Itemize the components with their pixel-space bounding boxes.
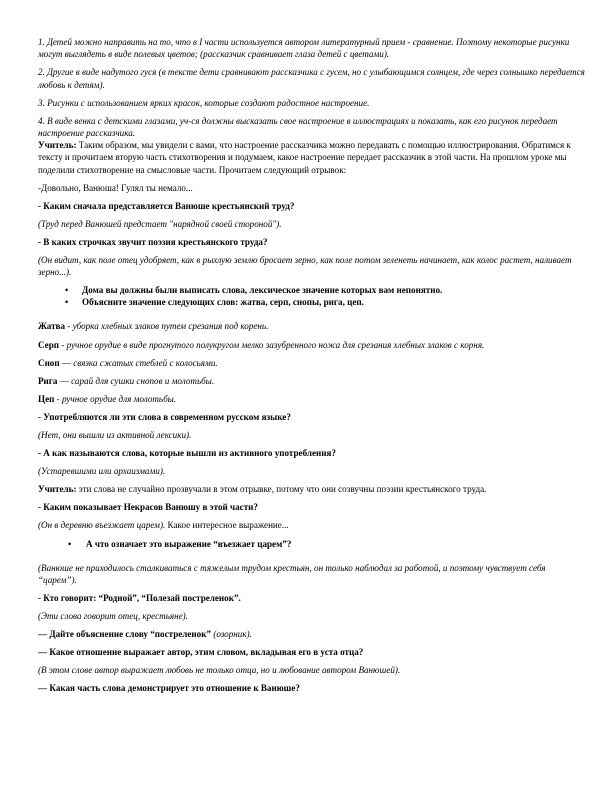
glossary-term: Серп bbox=[38, 339, 60, 350]
glossary-separator: — bbox=[59, 357, 74, 368]
intro-paragraph-1: 1. Детей можно направить на то, что в I части используется автором литературный прием - сравнение. Поэтому некоторые рисунки могут выглядеть в виде полевых цветов; (рассказчик сравнивает глаза детей с цветами). bbox=[38, 37, 570, 60]
glossary-definition: уборка хлебных злаков путем срезания под корень. bbox=[72, 321, 269, 332]
glossary-term: Сноп bbox=[38, 357, 60, 368]
glossary-definition: сарай для сушки снопов и молотьбы. bbox=[71, 375, 215, 386]
question-item: • А что означает это выражение “въезжает царем”? bbox=[38, 538, 586, 550]
question-10: — Какая часть слова демонстрирует это отношение к Ванюше? bbox=[38, 683, 300, 694]
answer-2: (Он видит, как поле отец удобряет, как в рыхлую землю бросает зерно, как поле потом зеленеть начинает, как колос растет, наливает зерно...). bbox=[38, 254, 572, 278]
answer-5 bbox=[38, 519, 586, 531]
answer-7: (Эти слова говорит отец, крестьяне). bbox=[38, 610, 188, 621]
teacher-remark-text: Таким образом, мы увидели с вами, что настроение рассказчика можно передавать с помощью иллюстрирования. Обратимся к тексту и прочитаем вторую часть стихотворения и подумаем, какое настроение передает рассказчик в этой части. На прошлом уроке мы поделили стихотворение на смысловые части. Прочитаем следующий отрывок: bbox=[38, 140, 571, 175]
glossary-definition: ручное орудие для молотьбы. bbox=[61, 393, 177, 404]
glossary-entry-2 bbox=[38, 339, 586, 351]
answer-3: (Нет, они вышли из активной лексики). bbox=[38, 430, 192, 441]
task-item: • Объясните значение следующих слов: жатва, серп, снопы, рига, цеп. bbox=[38, 296, 586, 308]
speaker-label: Учитель: bbox=[38, 484, 77, 495]
question-9: — Какое отношение выражает автор, этим словом, вкладывая его в уста отца? bbox=[38, 647, 364, 658]
teacher-remark-1 bbox=[38, 139, 586, 176]
glossary-separator: - bbox=[54, 393, 62, 404]
task-item: • Дома вы должны были выписать слова, лексическое значение которых вам непонятно. bbox=[38, 284, 586, 296]
glossary-entry-3 bbox=[38, 357, 586, 369]
glossary-definition: связка сжатых стеблей с колосьями. bbox=[73, 357, 218, 368]
question-8 bbox=[38, 628, 586, 640]
answer-1: (Труд перед Ванюшей предстает "нарядной своей стороной"). bbox=[38, 218, 282, 229]
glossary-term: Жатва bbox=[38, 321, 66, 332]
glossary-term: Рига bbox=[38, 375, 58, 386]
glossary-separator: - bbox=[65, 321, 73, 332]
glossary-separator: — bbox=[57, 375, 72, 386]
poem-quote: -Довольно, Ванюша! Гулял ты немало... bbox=[38, 182, 193, 193]
question-1: - Каким сначала представляется Ванюше крестьянский труд? bbox=[38, 200, 295, 211]
glossary-entry-5 bbox=[38, 393, 586, 405]
question-8-text: — Дайте объяснение слову “постреленок” bbox=[38, 629, 212, 640]
question-list bbox=[38, 538, 586, 550]
answer-6: (Ванюше не приходилось сталкиваться с тяжелым трудом крестьян, он только наблюдал за работой, и поэтому чувствует себя “царем”). bbox=[38, 562, 546, 585]
answer-5-italic: (Он в деревню въезжает царем). bbox=[38, 520, 166, 531]
question-5: - Каким показывает Некрасов Ванюшу в этой части? bbox=[38, 502, 258, 513]
teacher-remark-text: эти слова не случайно прозвучали в этом отрывке, потому что они созвучны поэзии крестьянского труда. bbox=[76, 484, 487, 495]
glossary-term: Цеп bbox=[38, 393, 55, 404]
glossary-entry-4 bbox=[38, 375, 586, 387]
task-list bbox=[38, 284, 586, 308]
question-8-answer: (озорник). bbox=[211, 629, 252, 640]
glossary-separator: - bbox=[59, 339, 67, 350]
teacher-remark-2 bbox=[38, 483, 586, 495]
question-3: - Употребляются ли эти слова в современном русском языке? bbox=[38, 411, 291, 422]
question-2: - В каких строчках звучит поэзия крестьянского труда? bbox=[38, 236, 268, 247]
answer-9: (В этом слове автор выражает любовь не только отца, но и любование автором Ванюшей). bbox=[38, 665, 401, 676]
question-4: - А как называются слова, которые вышли из активного употребления? bbox=[38, 448, 336, 459]
glossary-definition: ручное орудие в виде прогнутого полукругом мелко зазубренного ножа для срезания хлебных злаков с корня. bbox=[66, 339, 485, 350]
intro-paragraph-3: 3. Рисунки с использованием ярких красок, которые создают радостное настроение. bbox=[38, 97, 370, 108]
answer-5-normal: Какое интересное выражение... bbox=[165, 520, 289, 531]
speaker-label: Учитель: bbox=[38, 140, 77, 151]
glossary-entry-1 bbox=[38, 320, 586, 332]
intro-paragraph-4: 4. В виде венка с детскими глазами, уч-ся должны высказать свое настроение в иллюстрациях и показать, как его рисунок передает настроение рассказчика. bbox=[38, 115, 558, 138]
answer-4: (Устаревшими или архаизмами). bbox=[38, 466, 166, 477]
intro-paragraph-2: 2. Другие в виде надутого гуся (в тексте дети сравнивают рассказчика с гусем, но с улыбающимся солнцем, где через солнышко передается любовь к детям). bbox=[38, 67, 585, 90]
question-7: - Кто говорит: “Родной”, “Полезай постреленок”. bbox=[38, 592, 241, 603]
